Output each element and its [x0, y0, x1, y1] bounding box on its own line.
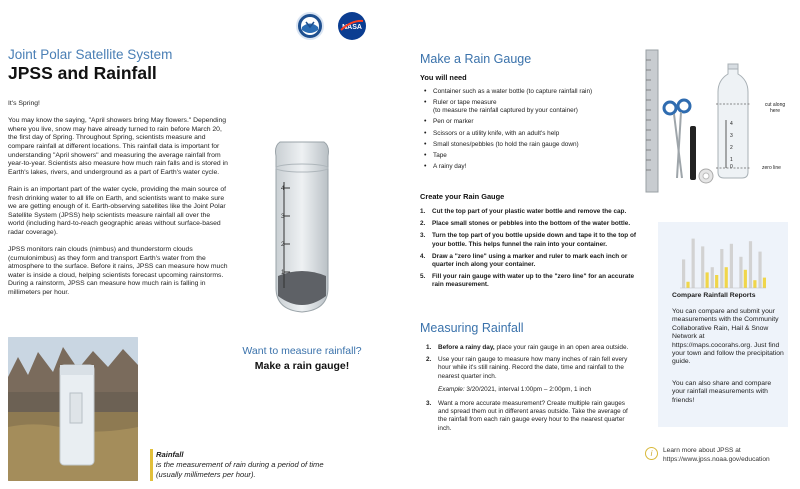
create-heading: Create your Rain Gauge	[420, 192, 505, 201]
rain-gauge-image	[262, 138, 342, 318]
nasa-logo	[338, 12, 366, 40]
chart-bar-yellow	[706, 272, 709, 288]
supplies-image	[640, 48, 790, 198]
intro-text	[8, 100, 228, 306]
chart-bar-gray	[720, 249, 723, 288]
svg-text:4: 4	[281, 186, 285, 192]
chart-bar-gray	[739, 257, 742, 288]
definition-term: Rainfall	[156, 450, 184, 459]
make-gauge-title: Make a Rain Gauge	[420, 52, 532, 66]
chart-bar-gray	[682, 259, 685, 288]
compare-rainfall-sidebar	[658, 222, 788, 427]
page-subtitle: Joint Polar Satellite System	[8, 47, 173, 62]
list-item: 3. Want a more accurate measurement? Create multiple rain gauges and spread them out in different areas outside. Take the average of the rainfall from each rain gauge every hour to the nearest quarter inch.	[426, 400, 628, 432]
list-item: 1. Before a rainy day, place your rain gauge in an open area outside.	[426, 344, 629, 351]
list-item: 1. Cut the top part of your plastic water bottle and remove the cap.	[420, 208, 627, 215]
list-item: 3. Turn the top part of you bottle upside down and tape it to the top of your bottle. This helps funnel the rain into your container.	[420, 232, 637, 248]
chart-bar-yellow	[725, 267, 728, 288]
measuring-steps	[426, 344, 636, 437]
intro-paragraph: Rain is an important part of the water cycle, providing the main source of fresh drinking water to all life on Earth, and scientists want to make sure we are getting enough of it. Earth-observing satellites like the Joint Polar Satellite System (JPSS) help scientists measure rainfall all over the world (including hard-to-reach geographic areas without surface-based radar coverage).	[8, 185, 226, 236]
list-item: • Ruler or tape measure (to measure the rainfall captured by your container)	[424, 99, 634, 115]
create-steps	[420, 208, 645, 294]
sidebar-paragraph: You can compare and submit your measurements with the Community Collaborative Rain, Hail & Snow Network at https://maps.cocorahs.org. Just find your town and follow the precipitation guide.	[672, 308, 784, 366]
example-line: Example: 3/20/2021, interval 1:00pm – 2:00pm, 1 inch	[438, 385, 592, 393]
caption-accent-bar	[150, 449, 153, 481]
sidebar-heading: Compare Rainfall Reports	[672, 292, 756, 299]
intro-paragraph: You may know the saying, "April showers bring May flowers." Depending where you live, snow may have already turned to rain before March 20, the first day of Spring. Throughout Spring, scientists measure and compare rainfall at different locations. This rainfall data is important for understanding "April showers" and measuring the average rainfall from year-to-year. Scientists also measure how much rain falls and is stored in Earth's lakes, rivers, and underground as a part of Earth's water cycle.	[8, 117, 228, 176]
chart-bar-gray	[730, 244, 733, 288]
list-item: • A rainy day!	[424, 163, 634, 171]
learn-more-text: Learn more about JPSS at	[663, 447, 741, 454]
svg-text:3: 3	[281, 214, 285, 220]
bottle-tick-label: 2	[730, 145, 733, 151]
chart-bar-yellow	[753, 280, 756, 288]
definition-text: is the measurement of rain during a period of time (usually millimeters per hour).	[156, 460, 324, 479]
needs-list	[424, 88, 634, 174]
list-item: 5. Fill your rain gauge with water up to the "zero line" for an accurate rain measurement.	[420, 273, 635, 289]
list-item: • Small stones/pebbles (to hold the rain gauge down)	[424, 141, 634, 149]
chart-bar-yellow	[744, 270, 747, 288]
intro-paragraph: JPSS monitors rain clouds (nimbus) and thunderstorm clouds (cumulonimbus) as they form and transport Earth's water from the atmosphere to the surface. Before it rains, JPSS can measure how much water is inside a cloud, helping scientists forecast upcoming rainstorms. During a rainstorm, JPSS can measure how much rain is falling in millimeters per hour.	[8, 246, 228, 297]
rain-gauge-photo	[8, 337, 138, 481]
bottle-tick-label: 4	[730, 121, 733, 127]
chart-bar-gray	[711, 267, 714, 288]
zero-line-label: zero line	[762, 165, 781, 171]
page-title: JPSS and Rainfall	[8, 63, 157, 83]
rainfall-definition	[156, 450, 336, 480]
rainfall-bar-chart	[680, 232, 766, 292]
info-icon: i	[645, 447, 658, 460]
chart-bar-gray	[701, 246, 704, 288]
chart-bar-gray	[758, 252, 761, 288]
list-item: • Container such as a water bottle (to capture rainfall rain)	[424, 88, 634, 96]
measuring-title: Measuring Rainfall	[420, 321, 524, 335]
list-item: 4. Draw a "zero line" using a marker and ruler to mark each inch or quarter inch along your container.	[420, 252, 628, 269]
learn-more-link[interactable]: https://www.jpss.noaa.gov/education	[663, 455, 770, 463]
svg-text:2: 2	[281, 242, 285, 248]
chart-bar-yellow	[715, 275, 718, 288]
list-item: • Scissors or a utility knife, with an adult's help	[424, 130, 634, 138]
list-item: • Tape	[424, 152, 634, 160]
call-to-action	[232, 345, 372, 372]
sidebar-paragraph: You can also share and compare your rainfall measurements with friends!	[672, 380, 772, 404]
chart-bar-gray	[692, 239, 695, 288]
bottle-tick-label: 0	[730, 164, 733, 170]
list-item: • Pen or marker	[424, 118, 634, 126]
cta-answer: Make a rain gauge!	[254, 360, 350, 372]
learn-more	[663, 447, 770, 464]
svg-text:NASA: NASA	[342, 24, 362, 31]
list-item: 2. Place small stones or pebbles into the bottom of the water bottle.	[420, 220, 631, 228]
list-item: 2. Use your rain gauge to measure how many inches of rain fell every hour while it's still raining. Record the date, time and rainfall to the nearest quarter inch. Example: 3/20/2021, interval 1:00pm – 2:00pm, 1 inch	[426, 356, 636, 394]
chart-bar-yellow	[763, 278, 766, 288]
cta-question: Want to measure rainfall?	[242, 345, 362, 357]
chart-bar-yellow	[686, 282, 689, 288]
needs-heading: You will need	[420, 73, 467, 82]
bottle-tick-label: 1	[730, 157, 733, 163]
chart-bar-gray	[749, 241, 752, 288]
cut-label: cut along here	[764, 102, 786, 114]
svg-text:1: 1	[281, 270, 285, 276]
bottle-tick-label: 3	[730, 133, 733, 139]
intro-paragraph: It's Spring!	[8, 100, 40, 107]
noaa-logo	[296, 12, 324, 40]
